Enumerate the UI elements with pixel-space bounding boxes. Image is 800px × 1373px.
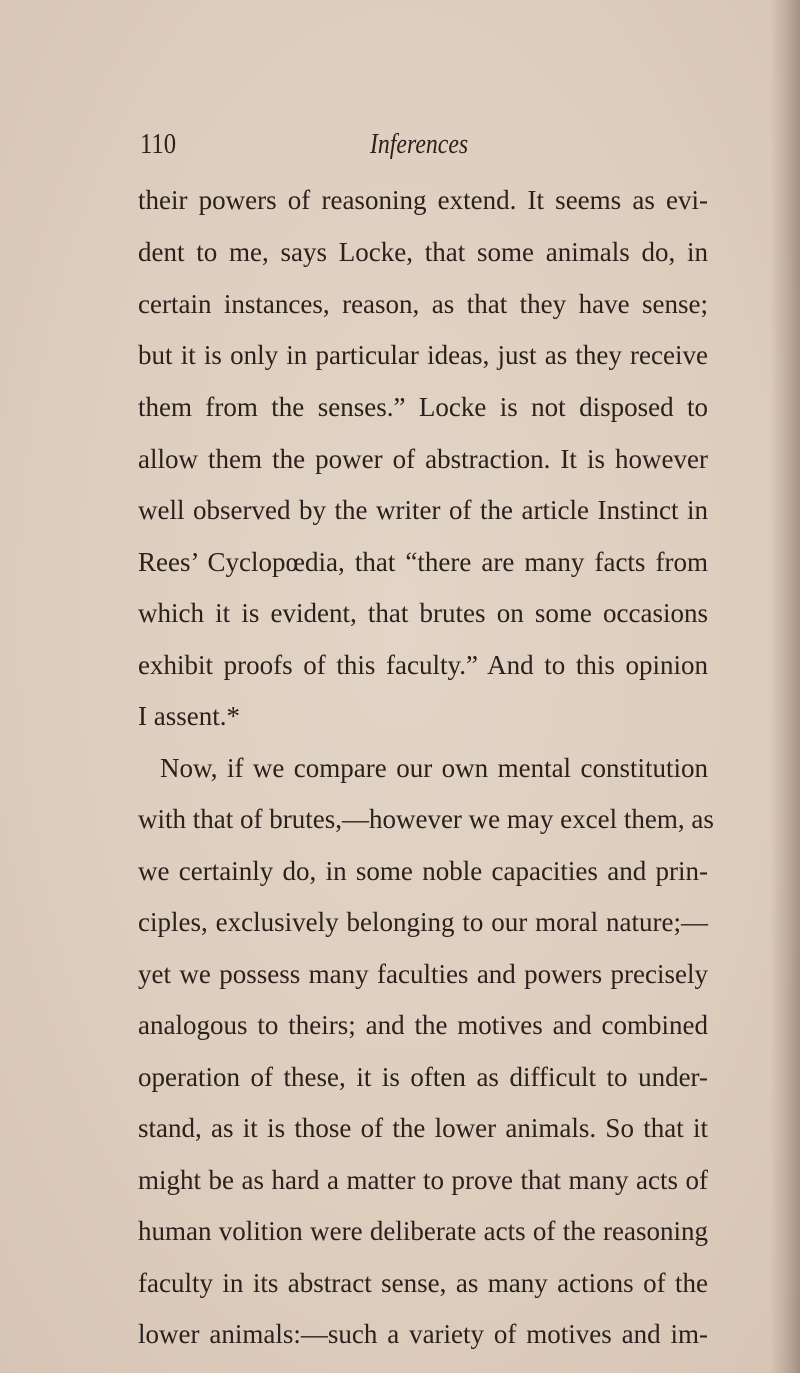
page-number: 110 — [140, 128, 177, 160]
text-line: we certainly do, in some noble capacities and prin- — [138, 856, 708, 886]
text-line: which it is evident, that brutes on some occasions — [138, 598, 708, 628]
text-line: analogous to theirs; and the motives and combined — [138, 1010, 708, 1040]
text-line: their powers of reasoning extend. It seems as evi- — [138, 185, 708, 215]
text-line: stand, as it is those of the lower animals. So that it — [138, 1113, 708, 1143]
text-line: dent to me, says Locke, that some animals do, in — [138, 237, 708, 267]
text-line: I assent.* — [138, 701, 240, 731]
text-line: exhibit proofs of this faculty.” And to this opinion — [138, 650, 708, 680]
text-line: certain instances, reason, as that they have sense; — [138, 289, 708, 319]
text-line: allow them the power of abstraction. It is however — [138, 444, 708, 474]
paragraph-start-line: Now, if we compare our own mental constitution — [160, 753, 708, 783]
page-header — [138, 128, 708, 168]
text-line: well observed by the writer of the article Instinct in — [138, 495, 708, 525]
text-line: ciples, exclusively belonging to our moral nature;— — [138, 907, 708, 937]
text-line: with that of brutes,—however we may excel them, as — [138, 804, 714, 834]
text-line: Rees’ Cyclopœdia, that “there are many facts from — [138, 547, 708, 577]
text-line: human volition were deliberate acts of the reasoning — [138, 1216, 708, 1246]
text-line: but it is only in particular ideas, just as they receive — [138, 340, 708, 370]
text-line: lower animals:—such a variety of motives and im- — [138, 1319, 708, 1349]
text-line: might be as hard a matter to prove that many acts of — [138, 1165, 708, 1195]
text-line: them from the senses.” Locke is not disposed to — [138, 392, 708, 422]
text-line: faculty in its abstract sense, as many actions of the — [138, 1268, 708, 1298]
text-line: yet we possess many faculties and powers precisely — [138, 959, 708, 989]
text-line: operation of these, it is often as difficult to under- — [138, 1062, 708, 1092]
running-head: Inferences — [370, 128, 469, 160]
